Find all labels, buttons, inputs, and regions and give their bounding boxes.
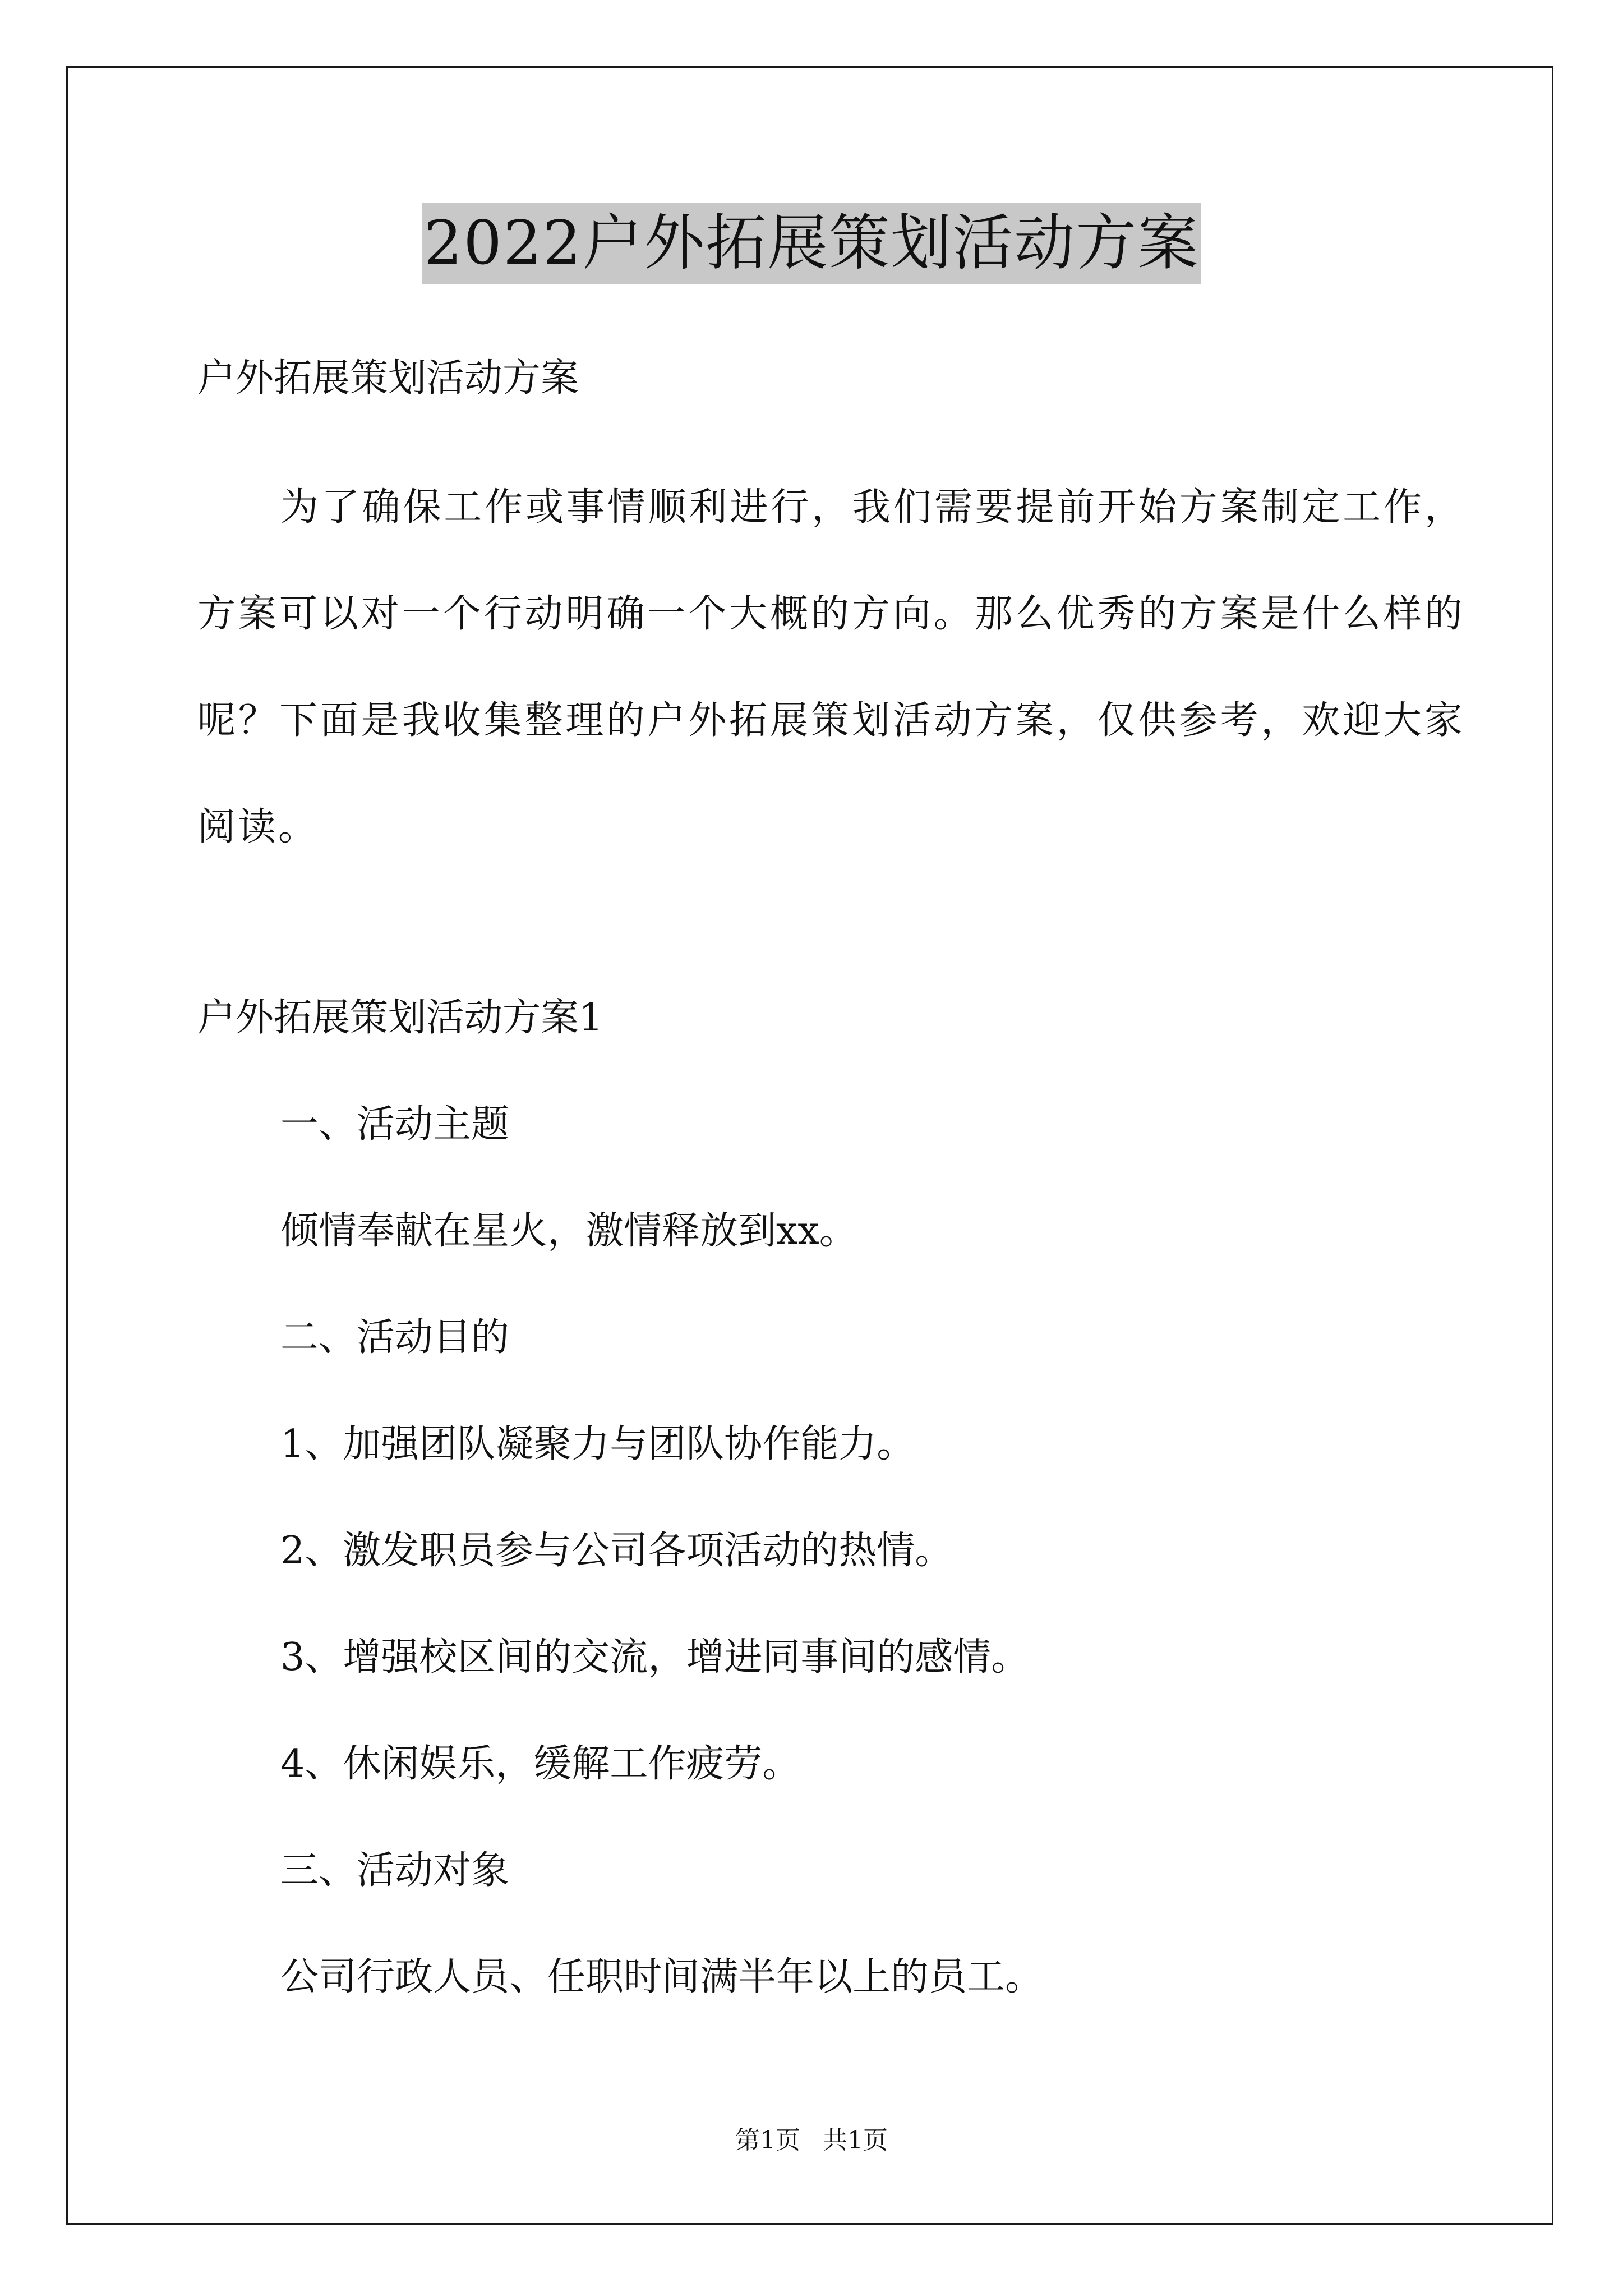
document-title: 2022户外拓展策划活动方案 — [422, 203, 1202, 284]
theme-text: 倾情奉献在星火，激情释放到xx。 — [280, 1209, 857, 1253]
page-number: 第1页 — [735, 2126, 800, 2155]
audience-text: 公司行政人员、任职时间满半年以上的员工。 — [280, 1955, 1044, 1999]
title-wrap — [0, 203, 1623, 284]
page-footer — [0, 2125, 1623, 2156]
purpose-item-4: 4、休闲娱乐，缓解工作疲劳。 — [280, 1742, 801, 1786]
intro-paragraph: 为了确保工作或事情顺利进行，我们需要提前开始方案制定工作，方案可以对一个行动明确一个大概的方向。那么优秀的方案是什么样的呢？下面是我收集整理的户外拓展策划活动方案，仅供参考，欢迎大家阅读。 — [197, 485, 1465, 849]
purpose-item-2: 2、激发职员参与公司各项活动的热情。 — [280, 1529, 953, 1573]
document-subtitle: 户外拓展策划活动方案 — [197, 356, 579, 401]
heading-purpose: 二、活动目的 — [280, 1315, 510, 1360]
section-title: 户外拓展策划活动方案1 — [197, 996, 603, 1040]
heading-theme: 一、活动主题 — [280, 1102, 510, 1147]
page-total: 共1页 — [823, 2126, 888, 2155]
heading-audience: 三、活动对象 — [280, 1848, 510, 1893]
purpose-item-1: 1、加强团队凝聚力与团队协作能力。 — [280, 1422, 915, 1466]
purpose-item-3: 3、增强校区间的交流，增进同事间的感情。 — [280, 1635, 1030, 1680]
